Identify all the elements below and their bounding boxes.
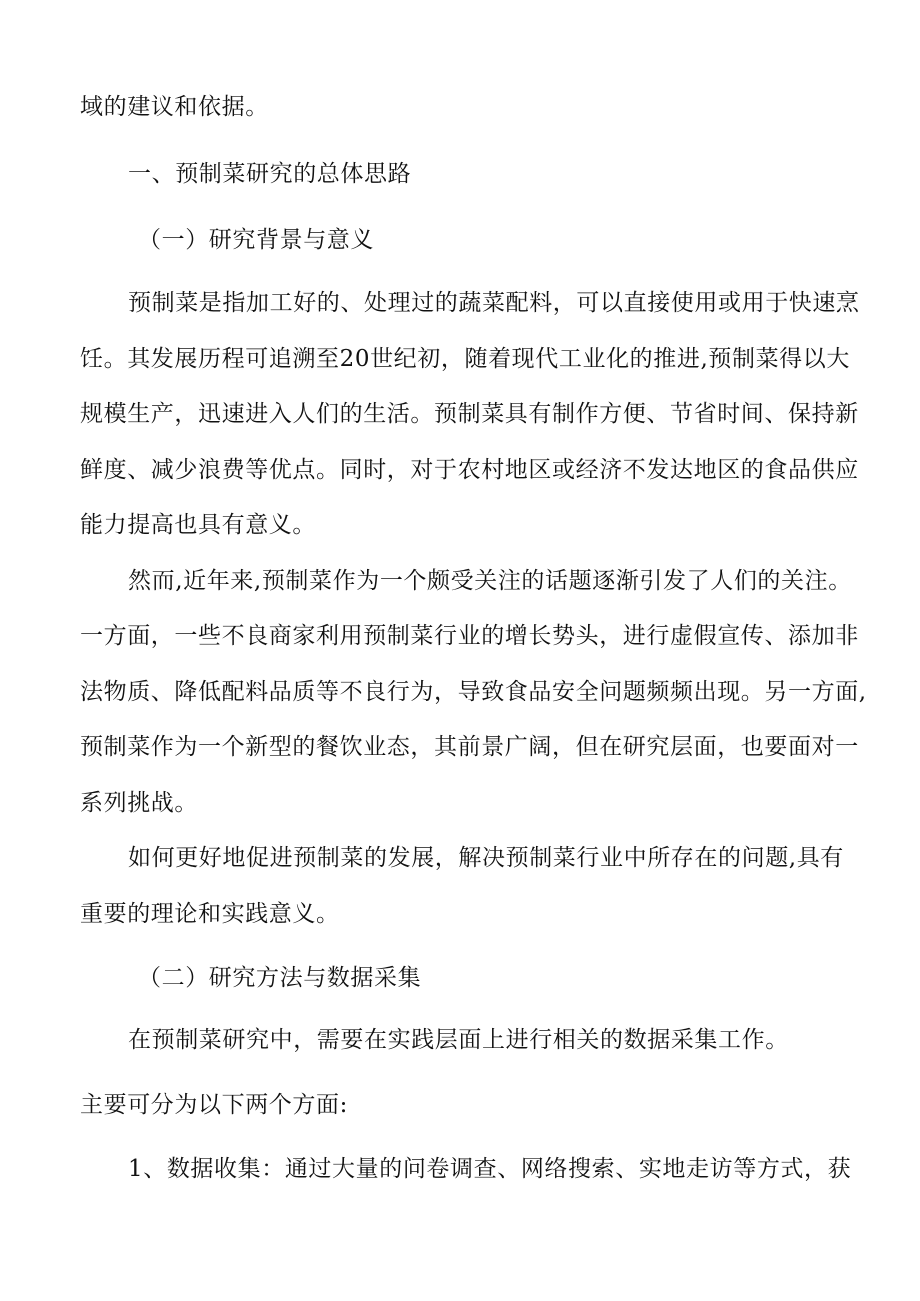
text-line: 系列挑战。 [80,790,198,816]
text-line: 预制菜作为一个新型的餐饮业态，其前景广阔，但在研究层面，也要面对一 [80,734,859,760]
text-line: 然而,近年来,预制菜作为一个颇受关注的话题逐渐引发了人们的关注。 [128,568,852,594]
text-line: 域的建议和依据。 [80,94,269,120]
text-line: 如何更好地促进预制菜的发展，解决预制菜行业中所存在的问题,具有 [128,845,844,871]
section-heading: 一、预制菜研究的总体思路 [128,161,412,187]
text-line: 主要可分为以下两个方面: [80,1092,348,1118]
text-line: 规模生产，迅速进入人们的生活。预制菜具有制作方便、节省时间、保持新 [80,401,859,427]
text-line: 一方面，一些不良商家利用预制菜行业的增长势头，进行虚假宣传、添加非 [80,623,859,649]
text-line: 鲜度、减少浪费等优点。同时，对于农村地区或经济不发达地区的食品供应 [80,457,859,483]
text-line: 重要的理论和实践意义。 [80,901,340,927]
text-line: 1、数据收集：通过大量的问卷调查、网络搜索、实地走访等方式，获 [128,1156,852,1182]
subsection-heading: （二）研究方法与数据采集 [138,965,422,991]
subsection-heading: （一）研究背景与意义 [138,227,374,253]
text-line: 在预制菜研究中，需要在实践层面上进行相关的数据采集工作。 [128,1027,789,1053]
text-line: 能力提高也具有意义。 [80,512,316,538]
text-line: 饪。其发展历程可追溯至20世纪初，随着现代工业化的推进,预制菜得以大 [80,346,850,372]
text-line: 预制菜是指加工好的、处理过的蔬菜配料，可以直接使用或用于快速烹 [128,290,860,316]
text-line: 法物质、降低配料品质等不良行为，导致食品安全问题频频出现。另一方面, [80,679,867,705]
